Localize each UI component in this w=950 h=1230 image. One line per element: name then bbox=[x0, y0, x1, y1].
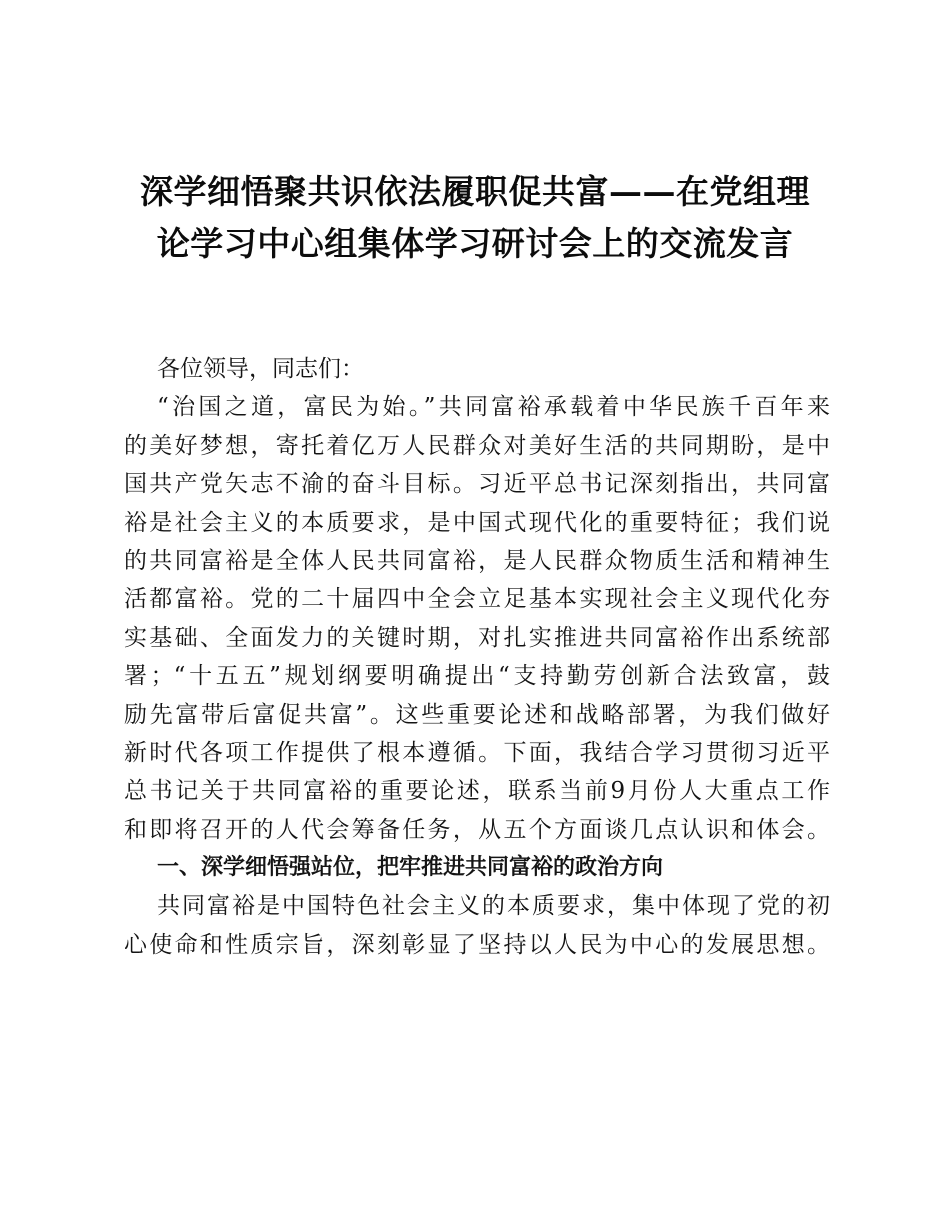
paragraph-line: “治国之道，富民为始。”共同富裕承载着中华民族千百年来 bbox=[157, 394, 830, 421]
paragraph-line: 国共产党矢志不渝的奋斗目标。习近平总书记深刻指出，共同富 bbox=[124, 471, 830, 498]
paragraph-line: 新时代各项工作提供了根本遵循。下面，我结合学习贯彻习近平 bbox=[124, 739, 830, 766]
title-line-1: 深学细悟聚共识依法履职促共富——在党组理 bbox=[140, 172, 810, 211]
paragraph-line: 的美好梦想，寄托着亿万人民群众对美好生活的共同期盼，是中 bbox=[124, 432, 830, 459]
paragraph-line: 实基础、全面发力的关键时期，对扎实推进共同富裕作出系统部 bbox=[124, 624, 830, 651]
paragraph-line: 的共同富裕是全体人民共同富裕，是人民群众物质生活和精神生 bbox=[124, 547, 830, 574]
paragraph-line: 共同富裕是中国特色社会主义的本质要求，集中体现了党的初 bbox=[157, 893, 830, 920]
paragraph-line: 活都富裕。党的二十届四中全会立足基本实现社会主义现代化夯 bbox=[124, 586, 830, 613]
paragraph-line: 总书记关于共同富裕的重要论述，联系当前9月份人大重点工作 bbox=[124, 778, 830, 805]
paragraph-line: 励先富带后富促共富”。这些重要论述和战略部署，为我们做好 bbox=[124, 701, 830, 728]
paragraph-line: 心使命和性质宗旨，深刻彰显了坚持以人民为中心的发展思想。 bbox=[124, 931, 830, 958]
title-line-2: 论学习中心组集体学习研讨会上的交流发言 bbox=[156, 224, 794, 263]
document-title bbox=[120, 166, 830, 270]
document-body bbox=[124, 350, 830, 964]
paragraph-line: 和即将召开的人代会筹备任务，从五个方面谈几点认识和体会。 bbox=[124, 816, 830, 843]
paragraph-line: 裕是社会主义的本质要求，是中国式现代化的重要特征；我们说 bbox=[124, 509, 830, 536]
salutation: 各位领导，同志们： bbox=[157, 356, 364, 382]
paragraph-1 bbox=[124, 388, 830, 849]
section-heading-1: 一、深学细悟强站位，把牢推进共同富裕的政治方向 bbox=[157, 855, 664, 881]
paragraph-line: 署；“十五五”规划纲要明确提出“支持勤劳创新合法致富，鼓 bbox=[124, 663, 830, 690]
paragraph-2 bbox=[124, 887, 830, 964]
